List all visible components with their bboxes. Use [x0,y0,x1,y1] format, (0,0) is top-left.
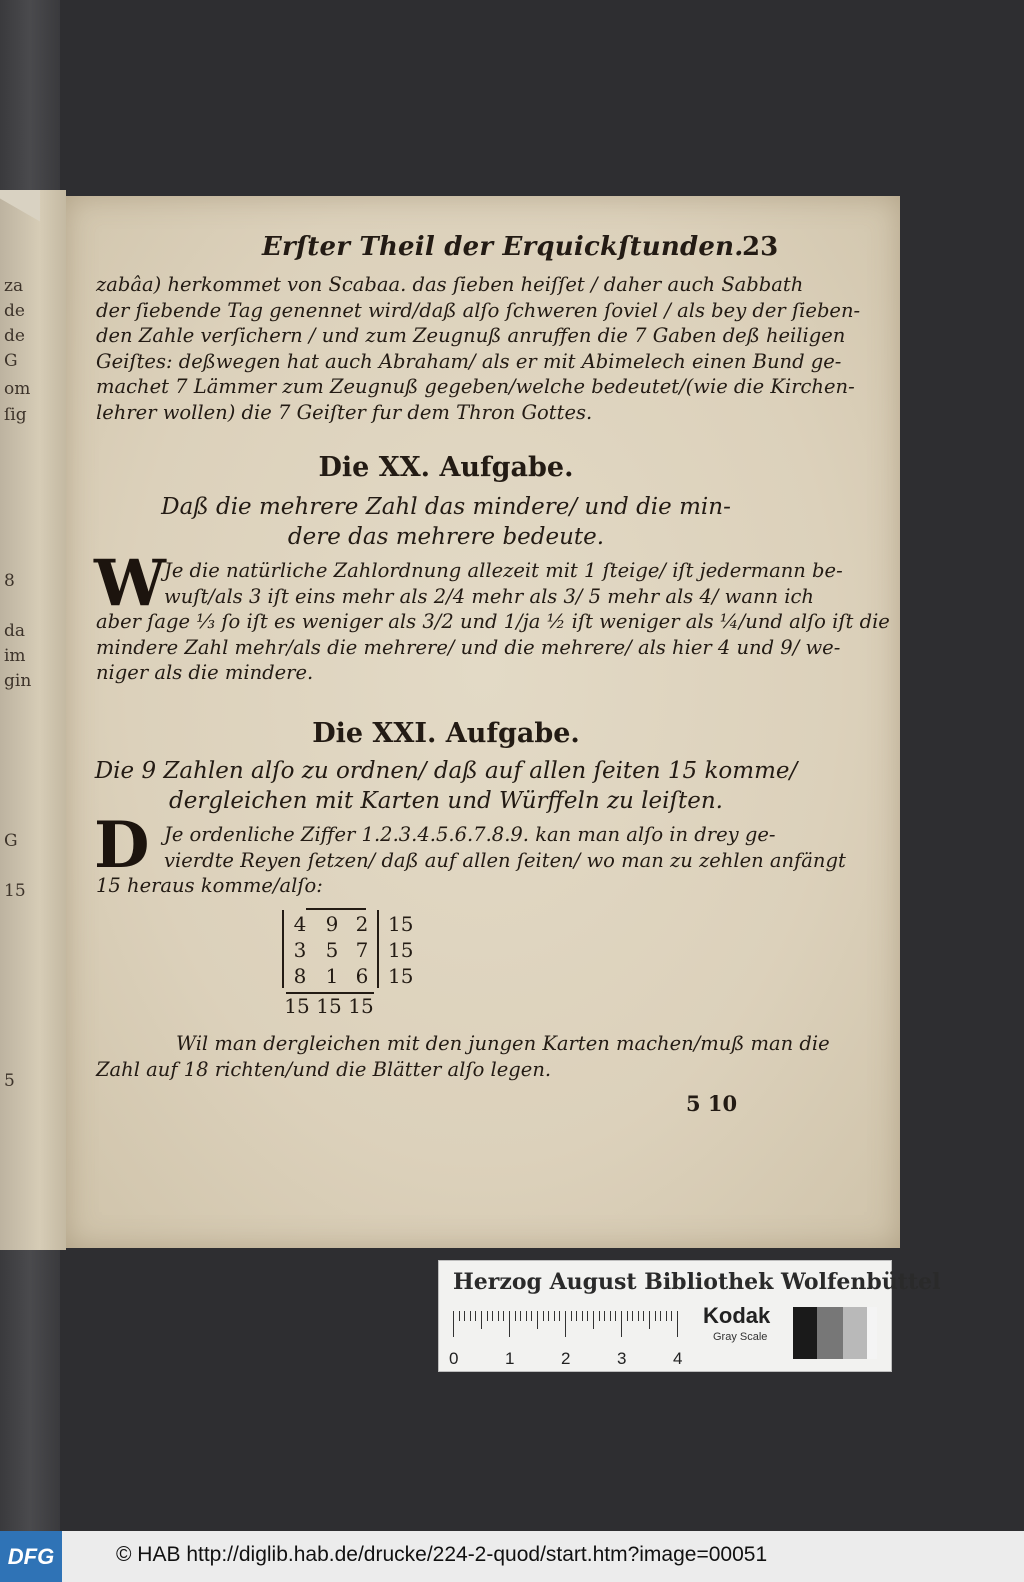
section-subtitle-21 [66,756,826,816]
square-cell: 6 [355,964,369,988]
text-line: Geiſtes: deßwegen hat auch Abraham/ als er mit Abimelech einen Bund ge- [96,349,842,373]
catchword: 5 10 [686,1091,738,1116]
ruler-tick [677,1311,678,1337]
ruler-tick [649,1311,650,1329]
square-cell: 9 [325,912,339,936]
ruler-tick [559,1311,560,1321]
text-line: machet 7 Lämmer zum Zeugnuß gegeben/welche bedeutet/(wie die Kirchen- [96,375,855,398]
subtitle-line: dergleichen mit Karten und Würffeln zu leiſten. [168,788,723,814]
previous-page-edge [0,190,66,1250]
ruler-tick [660,1311,661,1321]
column-sum: 15 [284,994,310,1018]
text-line: zabâa) herkommet von Scabaa. das ſieben heiſſet / daher auch Sabbath [96,273,804,296]
ruler-tick [565,1311,566,1337]
ruler-tick [571,1311,572,1321]
ruler-number: 4 [673,1349,683,1368]
ruler-tick [587,1311,588,1321]
column-sum: 15 [316,994,342,1018]
ruler-tick [503,1311,504,1321]
row-sum: 15 [388,912,414,936]
section-subtitle-20 [66,492,826,552]
section-heading-20: Die XX. Aufgabe. [318,452,574,483]
text-line: Wil man dergleichen mit den jungen Karten machen/muß man die [176,1032,830,1055]
source-credit: © HAB http://diglib.hab.de/drucke/224-2-quod/start.htm?image=00051 [116,1543,768,1566]
subtitle-line: dere das mehrere bedeute. [287,524,605,550]
text-line: Je die natürliche Zahlordnung allezeit mit 1 ſteige/ iſt jedermann be- [164,559,843,582]
ruler-tick [475,1311,476,1321]
ruler-tick [548,1311,549,1321]
kodak-logo: Kodak [703,1303,771,1328]
ruler-tick [576,1311,577,1321]
text-line: Je ordenliche Ziffer 1.2.3.4.5.6.7.8.9. kan man alſo in drey ge- [164,823,776,846]
gray-patch [817,1307,843,1359]
magic-square [282,908,432,1018]
gray-scale-label: Gray Scale [713,1331,768,1343]
section-body-20 [96,558,890,686]
closing-paragraph [96,1031,830,1082]
ruler-tick [643,1311,644,1321]
footer-bar [0,1531,1024,1582]
previous-page-fragment: im [4,646,26,666]
previous-page-fragment: de [4,301,25,321]
intro-paragraph [96,272,861,425]
ruler-tick [498,1311,499,1321]
subtitle-line: Die 9 Zahlen alſo zu ordnen/ daß auf allen ſeiten 15 komme/ [94,758,798,784]
text-line: niger als die mindere. [96,661,314,684]
previous-page-fragment: gin [4,671,32,691]
square-cell: 2 [355,912,369,936]
gray-patch [793,1307,817,1359]
ruler-tick [655,1311,656,1321]
ruler-tick [627,1311,628,1321]
square-cell: 3 [293,938,307,962]
ruler-tick [537,1311,538,1329]
ruler-tick [554,1311,555,1321]
previous-page-fragment: da [4,621,26,641]
square-cell: 8 [293,964,307,988]
square-cell: 1 [325,964,339,988]
ruler-tick [470,1311,471,1321]
running-head: Erſter Theil der Erquickſtunden. [262,232,744,262]
ruler-tick [615,1311,616,1321]
previous-page-fragment: G [4,831,18,851]
gray-patch [867,1307,877,1359]
previous-page-fragment: G [4,351,18,371]
text-line: den Zahle verſichern / und zum Zeugnuß anruffen die 7 Gaben deß heiligen [96,324,846,347]
previous-page-fragment: za [4,276,24,296]
ruler-tick [453,1311,454,1337]
section-heading-21: Die XXI. Aufgabe. [312,718,580,749]
ruler-tick [531,1311,532,1321]
ruler-tick [543,1311,544,1321]
ruler-tick [464,1311,465,1321]
previous-page-fragment: om [4,379,31,399]
ruler-tick [481,1311,482,1329]
ruler-tick [593,1311,594,1329]
ruler [449,1311,683,1368]
drop-cap: D [94,808,150,883]
ruler-tick [487,1311,488,1321]
ruler-tick [515,1311,516,1321]
dfg-logo: DFG [0,1531,62,1582]
text-line: vierdte Reyen ſetzen/ daß auf allen ſeiten/ wo man zu zehlen anfängt [164,848,846,872]
ruler-tick [459,1311,460,1321]
square-cell: 7 [355,938,369,962]
text-line: aber ſage ⅓ ſo iſt es weniger als 3/2 und 1/ja ½ iſt weniger als ¼/und alſo iſt die [96,610,890,633]
ruler-tick [604,1311,605,1321]
row-sum: 15 [388,938,414,962]
text-line: der ſiebende Tag genennet wird/daß alſo ſchweren ſoviel / als bey der ſieben- [96,298,861,322]
previous-page-fragment: de [4,326,25,346]
ruler-tick [666,1311,667,1321]
ruler-tick [632,1311,633,1321]
page-curl [0,190,40,222]
column-sum: 15 [348,994,374,1018]
page-number: 23 [742,232,779,262]
subtitle-line: Daß die mehrere Zahl das mindere/ und die min- [161,494,731,520]
ruler-tick [610,1311,611,1321]
book-page [66,196,900,1248]
color-calibration-bar [438,1260,941,1372]
text-line: Zahl auf 18 richten/und die Blätter alſo legen. [96,1057,552,1081]
ruler-tick [621,1311,622,1337]
section-body-21 [96,822,846,899]
ruler-tick [492,1311,493,1321]
ruler-tick [638,1311,639,1321]
text-line: wuſt/als 3 iſt eins mehr als 2/4 mehr als 3/ 5 mehr als 4/ wann ich [164,584,814,608]
previous-page-fragment: 5 [4,1071,15,1091]
row-sum: 15 [388,964,414,988]
previous-page-fragment: 15 [4,881,26,901]
ruler-number: 3 [617,1349,627,1368]
previous-page-fragment: 8 [4,571,15,591]
ruler-number: 2 [561,1349,571,1368]
text-line: mindere Zahl mehr/als die mehrere/ und die mehrere/ als hier 4 und 9/ we- [96,635,841,659]
rule-line [282,910,284,988]
ruler-tick [582,1311,583,1321]
ruler-tick [509,1311,510,1337]
square-cell: 4 [293,912,307,936]
ruler-tick [671,1311,672,1321]
rule-line [306,908,366,910]
library-name: Herzog August Bibliothek Wolfenbüttel [453,1269,941,1295]
gray-patch [843,1307,867,1359]
ruler-tick [599,1311,600,1321]
ruler-number: 1 [505,1349,515,1368]
ruler-number: 0 [449,1349,459,1368]
rule-line [377,910,379,988]
text-line: lehrer wollen) die 7 Geiſter fur dem Thron Gottes. [96,400,593,424]
text-line: 15 heraus komme/alſo: [96,874,323,897]
square-cell: 5 [325,938,339,962]
drop-cap: W [94,546,166,621]
previous-page-fragment: ſig [4,405,27,425]
ruler-tick [526,1311,527,1321]
ruler-tick [520,1311,521,1321]
